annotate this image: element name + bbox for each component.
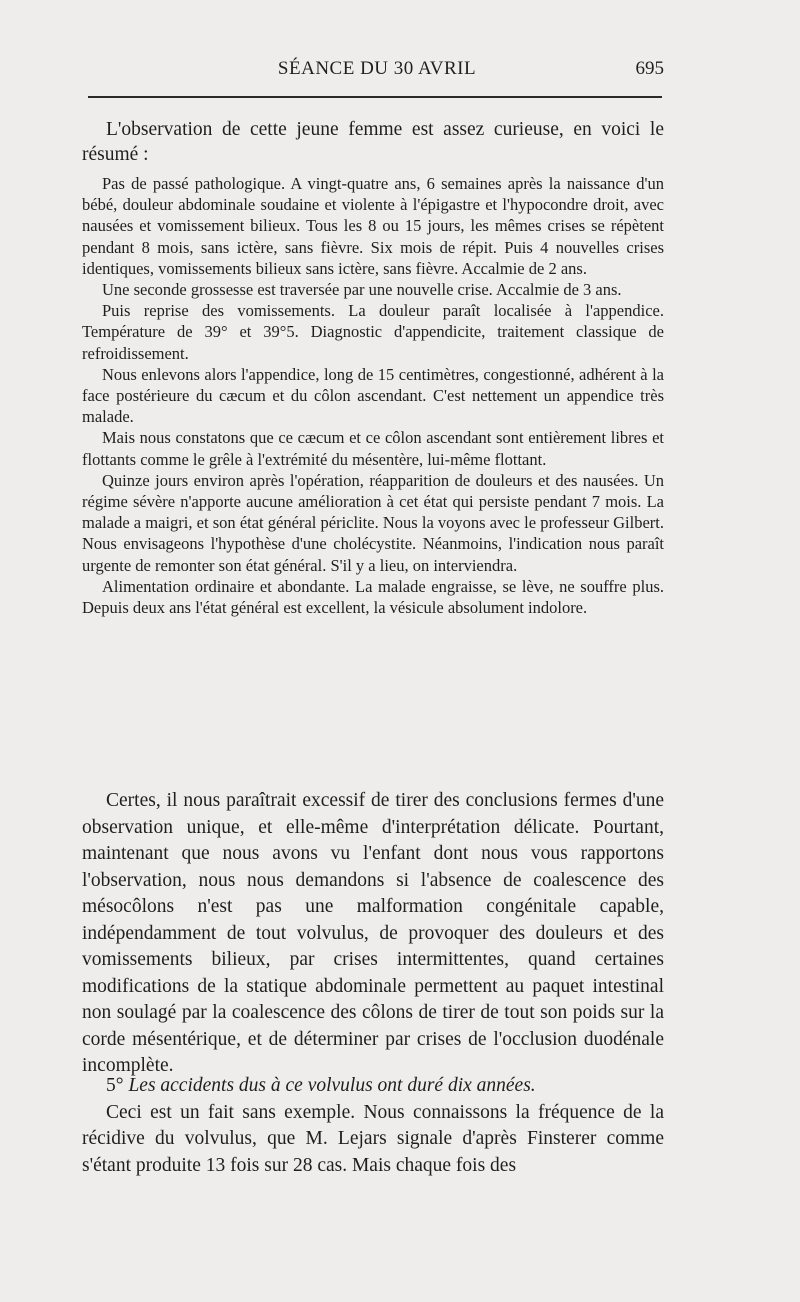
header-title: SÉANCE DU 30 AVRIL <box>277 58 477 79</box>
discussion-paragraph: Certes, il nous paraîtrait excessif de tirer des conclusions fermes d'une observation unique, et elle-même d'interprétation délicate. Pourtant, maintenant que nous avons vu l'enfant dont nous vous rapportons l'observation, nous nous demandons si l'absence de coalescence des mésocôlons n'est pas une malformation congénitale capable, indépendamment de tout volvulus, de provoquer des douleurs et des vomissements bilieux, par crises intermittentes, quand certaines modifications de la statique abdominale permettent au paquet intestinal non soulagé par la coalescence des côlons de tirer de tout son poids sur la corde mésentérique, et de déterminer par crises de l'occlusion duodénale incomplète. <box>82 790 664 1076</box>
case-report <box>82 173 664 618</box>
section-heading <box>82 1073 664 1100</box>
case-paragraph: Puis reprise des vomissements. La douleur paraît localisée à l'appendice. Température de 39° et 39°5. Diagnostic d'appendicite, traitement classique de refroidissement. <box>82 301 664 363</box>
discussion-section <box>82 788 664 1080</box>
running-header <box>90 58 664 86</box>
page-number: 695 <box>635 58 664 79</box>
section-heading-text: Les accidents dus à ce volvulus ont duré dix années. <box>128 1075 536 1096</box>
intro-text: L'observation de cette jeune femme est assez curieuse, en voici le résumé : <box>82 119 664 165</box>
case-paragraph: Alimentation ordinaire et abondante. La malade engraisse, se lève, ne souffre plus. Depuis deux ans l'état général est excellent, la vésicule absolument indolore. <box>82 576 664 618</box>
intro-paragraph <box>82 117 664 167</box>
header-rule <box>88 96 662 98</box>
case-paragraph: Quinze jours environ après l'opération, réapparition de douleurs et des nausées. Un régime sévère n'apporte aucune amélioration à cet état qui persiste pendant 7 mois. La malade a maigri, et son état général périclite. Nous la voyons avec le professeur Gilbert. Nous envisageons l'hypothèse d'une cholécystite. Néanmoins, l'indication nous paraît urgente de remonter son état général. S'il y a lieu, on interviendra. <box>82 470 664 575</box>
case-paragraph: Une seconde grossesse est traversée par une nouvelle crise. Accalmie de 3 ans. <box>102 280 622 300</box>
section-paragraph: Ceci est un fait sans exemple. Nous connaissons la fréquence de la récidive du volvulus, que M. Lejars signale d'après Finsterer comme s'étant produite 13 fois sur 28 cas. Mais chaque fois des <box>82 1101 664 1176</box>
case-paragraph: Nous enlevons alors l'appendice, long de 15 centimètres, congestionné, adhérent à la face postérieure du cæcum et du côlon ascendant. C'est nettement un appendice très malade. <box>82 364 664 427</box>
numbered-section <box>82 1073 664 1179</box>
case-paragraph: Pas de passé pathologique. A vingt-quatre ans, 6 semaines après la naissance d'un bébé, douleur abdominale soudaine et violente à l'épigastre et l'hypocondre droit, avec nausées et vomissement bilieux. Tous les 8 ou 15 jours, les mêmes crises se répètent pendant 8 mois, sans ictère, sans fièvre. Six mois de répit. Puis 4 nouvelles crises identiques, vomissements bilieux sans ictère, sans fièvre. Accalmie de 2 ans. <box>82 174 664 278</box>
case-paragraph: Mais nous constatons que ce cæcum et ce côlon ascendant sont entièrement libres et flottants comme le grêle à l'extrémité du mésentère, lui-même flottant. <box>82 428 664 469</box>
section-number: 5° <box>106 1075 124 1096</box>
